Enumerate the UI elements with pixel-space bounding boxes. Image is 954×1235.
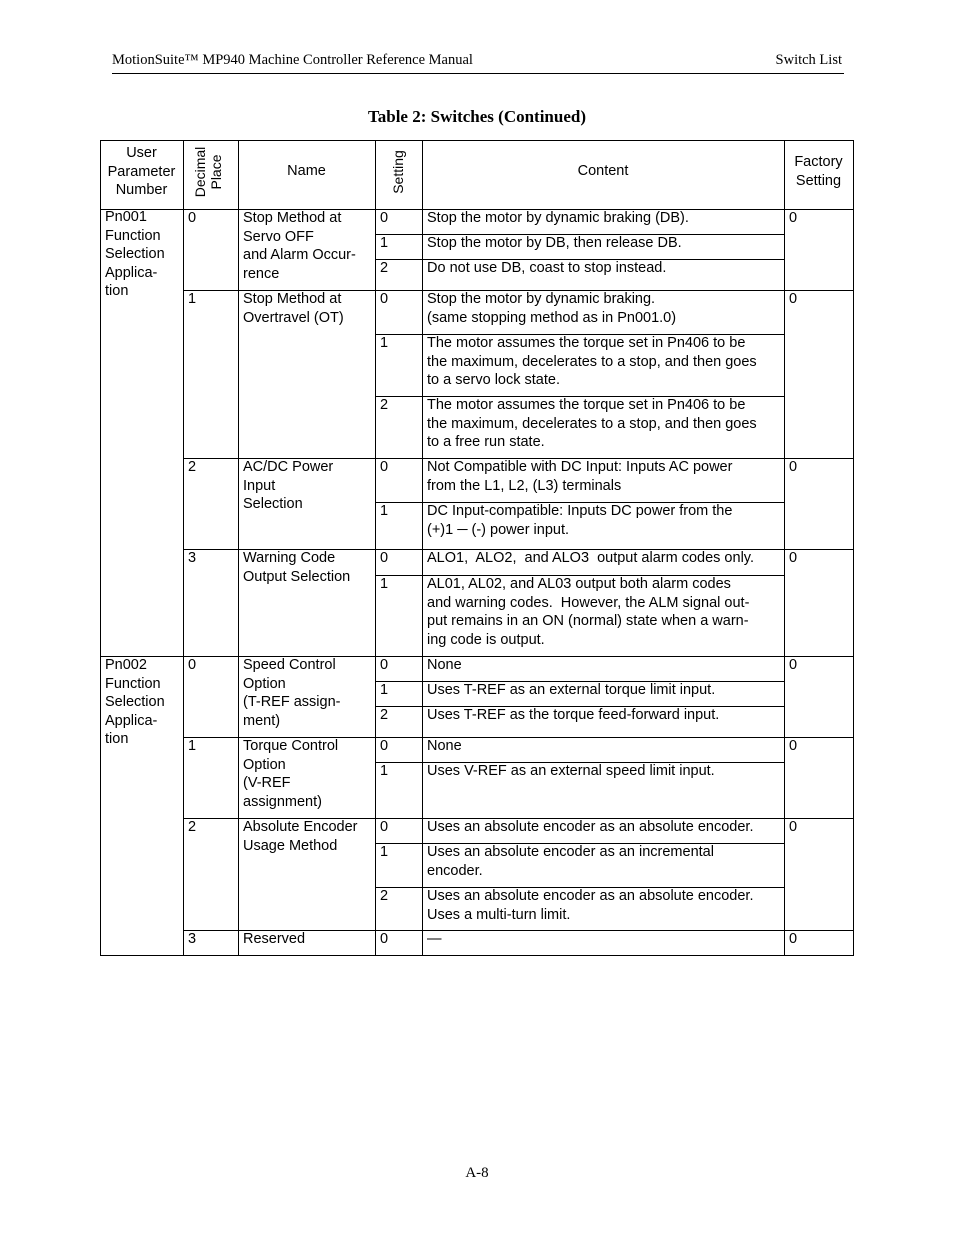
factory-setting-cell: 0: [789, 291, 798, 307]
content-cell: Stop the motor by dynamic braking (DB).: [427, 210, 689, 226]
setting-cell: 0: [380, 931, 389, 947]
setting-cell: 2: [380, 397, 389, 413]
factory-setting-cell: 0: [789, 459, 798, 475]
content-cell: —: [427, 931, 442, 947]
content-cell: The motor assumes the torque set in Pn406 to be the maximum, decelerates to a stop, and then goes to a servo lock state.: [427, 335, 757, 389]
setting-cell: 2: [380, 888, 389, 904]
parameter-divider: [100, 656, 183, 657]
setting-cell: 1: [380, 503, 389, 519]
name-cell: Absolute Encoder Usage Method: [243, 819, 358, 854]
header-content: Content: [577, 163, 629, 179]
decimal-place-cell: 3: [188, 931, 197, 947]
decimal-place-cell: 1: [188, 291, 197, 307]
setting-cell: 0: [380, 210, 389, 226]
name-cell: Speed Control Option (T-REF assign- ment): [243, 657, 341, 729]
content-cell: Stop the motor by DB, then release DB.: [427, 235, 682, 251]
content-cell: None: [427, 657, 462, 673]
setting-cell: 0: [380, 819, 389, 835]
column-border: [375, 140, 376, 956]
factory-setting-cell: 0: [789, 657, 798, 673]
content-cell: Uses T-REF as the torque feed-forward input.: [427, 707, 720, 723]
column-border: [238, 140, 239, 956]
content-cell: Do not use DB, coast to stop instead.: [427, 260, 667, 276]
factory-setting-cell: 0: [789, 738, 798, 754]
column-border: [853, 140, 854, 956]
column-border: [422, 140, 423, 956]
table-caption: Table 2: Switches (Continued): [367, 107, 587, 126]
setting-cell: 1: [380, 844, 389, 860]
header-decimal-place: Decimal Place: [192, 146, 224, 198]
setting-cell: 2: [380, 707, 389, 723]
setting-cell: 0: [380, 657, 389, 673]
factory-setting-cell: 0: [789, 931, 798, 947]
setting-cell: 1: [380, 682, 389, 698]
header-setting: Setting: [390, 150, 406, 194]
header-name: Name: [287, 163, 326, 179]
section-title: Switch List: [775, 52, 842, 68]
setting-cell: 1: [380, 763, 389, 779]
content-cell: Stop the motor by dynamic braking. (same stopping method as in Pn001.0): [427, 291, 677, 326]
setting-cell: 0: [380, 459, 389, 475]
decimal-place-cell: 2: [188, 819, 197, 835]
column-border: [784, 140, 785, 956]
decimal-place-cell: 0: [188, 210, 197, 226]
setting-cell: 1: [380, 576, 389, 592]
content-cell: ALO1, ALO2, and ALO3 output alarm codes only.: [427, 550, 754, 566]
manual-title: MotionSuite™ MP940 Machine Controller Reference Manual: [112, 52, 473, 68]
table-bottom-border: [100, 955, 854, 956]
setting-cell: 0: [380, 291, 389, 307]
content-cell: Uses an absolute encoder as an absolute encoder.: [427, 819, 754, 835]
header-user-parameter-number: User Parameter Number: [107, 145, 176, 199]
column-border: [100, 140, 101, 956]
name-cell: Torque Control Option (V-REF assignment): [243, 738, 339, 810]
page-number: A-8: [465, 1165, 489, 1181]
name-cell: AC/DC Power Input Selection: [243, 459, 334, 513]
content-cell: Uses an absolute encoder as an absolute encoder. Uses a multi-turn limit.: [427, 888, 754, 923]
decimal-place-cell: 3: [188, 550, 197, 566]
content-cell: Not Compatible with DC Input: Inputs AC power from the L1, L2, (L3) terminals: [427, 459, 733, 494]
name-cell: Stop Method at Overtravel (OT): [243, 291, 344, 326]
name-cell: Reserved: [243, 931, 306, 947]
factory-setting-cell: 0: [789, 819, 798, 835]
setting-cell: 1: [380, 235, 389, 251]
content-cell: AL01, AL02, and AL03 output both alarm codes and warning codes. However, the ALM signal out- put remains in an ON (normal) state when a warn- ing code is output.: [427, 576, 750, 648]
setting-cell: 0: [380, 738, 389, 754]
user-parameter-cell: Pn002 Function Selection Applica- tion: [105, 657, 165, 748]
setting-cell: 1: [380, 335, 389, 351]
content-cell: Uses an absolute encoder as an incremental encoder.: [427, 844, 714, 879]
user-parameter-cell: Pn001 Function Selection Applica- tion: [105, 209, 165, 300]
setting-cell: 2: [380, 260, 389, 276]
decimal-place-cell: 2: [188, 459, 197, 475]
content-cell: The motor assumes the torque set in Pn406 to be the maximum, decelerates to a stop, and then goes to a free run state.: [427, 397, 757, 451]
decimal-place-cell: 0: [188, 657, 197, 673]
content-cell: Uses T-REF as an external torque limit input.: [427, 682, 716, 698]
header-factory-setting: Factory Setting: [794, 154, 843, 189]
factory-setting-cell: 0: [789, 210, 798, 226]
decimal-place-cell: 1: [188, 738, 197, 754]
content-cell: Uses V-REF as an external speed limit input.: [427, 763, 715, 779]
setting-cell: 0: [380, 550, 389, 566]
factory-setting-cell: 0: [789, 550, 798, 566]
content-cell: None: [427, 738, 462, 754]
table-top-border: [100, 140, 854, 141]
name-cell: Warning Code Output Selection: [243, 550, 351, 585]
column-border: [183, 140, 184, 956]
content-cell: DC Input-compatible: Inputs DC power from the (+)1 ─ (-) power input.: [427, 503, 733, 538]
name-cell: Stop Method at Servo OFF and Alarm Occur- rence: [243, 210, 356, 282]
